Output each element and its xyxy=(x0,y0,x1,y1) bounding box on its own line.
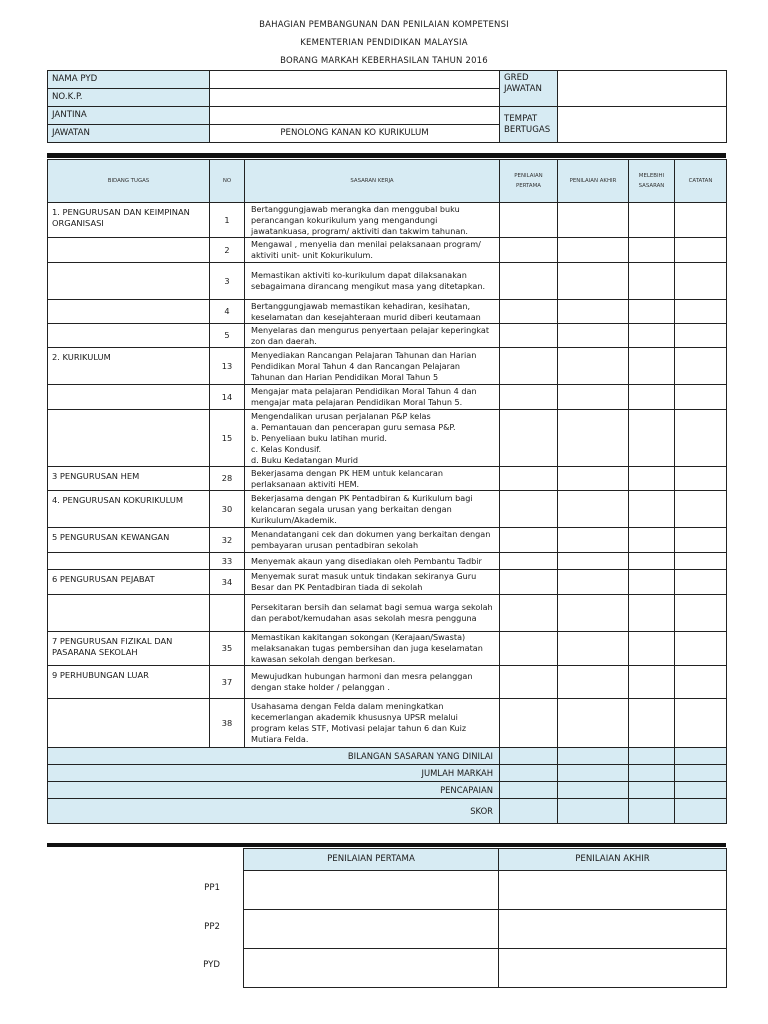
melebihi-sasaran-cell[interactable] xyxy=(629,300,675,324)
sasaran-kerja-text: Memastikan kakitangan sokongan (Kerajaan/Swasta) melaksanakan tugas pembersihan dan juga keselamatan kawasan sekolah dengan berkesan. xyxy=(251,632,483,664)
melebihi-sasaran-cell[interactable] xyxy=(629,263,675,300)
summary-row-bilangan xyxy=(48,748,727,765)
sasaran-kerja-text: d. Buku Kedatangan Murid xyxy=(251,454,358,465)
jantina-label: JANTINA xyxy=(48,107,210,125)
penilaian-akhir-cell[interactable] xyxy=(558,699,629,748)
sasaran-kerja-cell xyxy=(245,666,500,699)
target-number-cell: 30 xyxy=(210,491,245,528)
sasaran-kerja-cell xyxy=(245,491,500,528)
sasaran-kerja-text: a. Pemantauan dan pencerapan guru semasa P&P. xyxy=(251,421,456,432)
catatan-cell[interactable] xyxy=(675,324,727,348)
target-number-cell: 4 xyxy=(210,300,245,324)
catatan-cell[interactable] xyxy=(675,263,727,300)
table-row xyxy=(48,570,727,595)
table-row xyxy=(48,632,727,666)
penilaian-akhir-cell[interactable] xyxy=(558,348,629,385)
penilaian-akhir-cell[interactable] xyxy=(558,666,629,699)
summary-catatan-cell[interactable] xyxy=(675,765,727,782)
table-row xyxy=(48,203,727,238)
summary-penilaian-akhir-cell[interactable] xyxy=(558,799,629,824)
signoff-table xyxy=(243,848,727,988)
nokp-label: NO.K.P. xyxy=(48,89,210,107)
form-title: BORANG MARKAH KEBERHASILAN TAHUN 2016 xyxy=(280,56,488,66)
sasaran-kerja-text: Bekerjasama dengan PK HEM untuk kelancaran perlaksanaan aktiviti HEM. xyxy=(251,467,443,489)
sasaran-kerja-cell xyxy=(245,632,500,666)
pp1-akhir-cell[interactable] xyxy=(499,871,727,910)
sasaran-kerja-text: Usahasama dengan Felda dalam meningkatkan kecemerlangan akademik khususnya UPSR melalui program kelas STF, Motivasi pelajar tahun 6 dan Kuiz Mutiara Felda. xyxy=(251,701,467,744)
bidang-tugas-cell: 7 PENGURUSAN FIZIKAL DAN PASARANA SEKOLAH xyxy=(48,632,210,666)
gred-label: GRED JAWATAN xyxy=(500,71,558,107)
bidang-tugas-cell xyxy=(48,410,210,467)
jawatan-label: JAWATAN xyxy=(48,125,210,143)
table-row xyxy=(48,553,727,570)
catatan-cell[interactable] xyxy=(675,238,727,263)
section-divider xyxy=(47,153,726,158)
sasaran-kerja-cell xyxy=(245,467,500,491)
penilaian-pertama-cell[interactable] xyxy=(500,595,558,632)
sasaran-kerja-cell xyxy=(245,553,500,570)
target-number-cell: 35 xyxy=(210,632,245,666)
target-number-cell: 2 xyxy=(210,238,245,263)
target-number-cell: 14 xyxy=(210,385,245,410)
catatan-cell[interactable] xyxy=(675,595,727,632)
bidang-tugas-cell xyxy=(48,238,210,263)
pyd-label: PYD xyxy=(203,960,220,970)
target-number-cell: 38 xyxy=(210,699,245,748)
sasaran-kerja-cell xyxy=(245,238,500,263)
summary-label-jumlah: JUMLAH MARKAH xyxy=(48,765,500,782)
sasaran-kerja-cell xyxy=(245,699,500,748)
catatan-cell[interactable] xyxy=(675,528,727,553)
bidang-tugas-cell xyxy=(48,263,210,300)
penilaian-pertama-cell[interactable] xyxy=(500,385,558,410)
target-number-cell: 3 xyxy=(210,263,245,300)
bidang-tugas-cell: 2. KURIKULUM xyxy=(48,348,210,385)
catatan-cell[interactable] xyxy=(675,491,727,528)
table-row xyxy=(48,467,727,491)
penilaian-akhir-cell[interactable] xyxy=(558,300,629,324)
table-row xyxy=(48,324,727,348)
penilaian-pertama-cell[interactable] xyxy=(500,632,558,666)
sasaran-kerja-cell xyxy=(245,595,500,632)
table-row xyxy=(48,528,727,553)
penilaian-akhir-cell[interactable] xyxy=(558,528,629,553)
target-table xyxy=(47,159,727,824)
target-number-cell: 1 xyxy=(210,203,245,238)
penilaian-pertama-cell[interactable] xyxy=(500,491,558,528)
penilaian-pertama-cell[interactable] xyxy=(500,348,558,385)
bidang-tugas-cell xyxy=(48,385,210,410)
signoff-col-pertama: PENILAIAN PERTAMA xyxy=(244,849,499,871)
melebihi-sasaran-cell[interactable] xyxy=(629,553,675,570)
table-row xyxy=(48,300,727,324)
jawatan-value: PENOLONG KANAN KO KURIKULUM xyxy=(210,125,500,143)
penilaian-akhir-cell[interactable] xyxy=(558,203,629,238)
sasaran-kerja-text: Menyediakan Rancangan Pelajaran Tahunan dan Harian Pendidikan Moral Tahun 4 dan Rancangan Pelajaran Tahunan dan Harian Pendidikan Moral Tahun 5 xyxy=(251,349,477,382)
melebihi-sasaran-cell[interactable] xyxy=(629,410,675,467)
pp2-label: PP2 xyxy=(204,922,220,932)
penilaian-akhir-cell[interactable] xyxy=(558,570,629,595)
summary-penilaian-pertama-cell[interactable] xyxy=(500,748,558,765)
form-department: BAHAGIAN PEMBANGUNAN DAN PENILAIAN KOMPETENSI xyxy=(259,20,509,30)
summary-row-skor xyxy=(48,799,727,824)
melebihi-sasaran-cell[interactable] xyxy=(629,632,675,666)
penilaian-akhir-cell[interactable] xyxy=(558,467,629,491)
penilaian-akhir-cell[interactable] xyxy=(558,238,629,263)
penilaian-akhir-cell[interactable] xyxy=(558,324,629,348)
summary-row-pencapaian xyxy=(48,782,727,799)
target-number-cell: 28 xyxy=(210,467,245,491)
bidang-tugas-cell xyxy=(48,300,210,324)
summary-catatan-cell[interactable] xyxy=(675,748,727,765)
pp1-pertama-cell[interactable] xyxy=(244,871,499,910)
table-row xyxy=(48,385,727,410)
target-number-cell: 15 xyxy=(210,410,245,467)
table-row xyxy=(48,699,727,748)
col-penilaian-akhir: PENILAIAN AKHIR xyxy=(558,160,629,203)
summary-catatan-cell[interactable] xyxy=(675,799,727,824)
catatan-cell[interactable] xyxy=(675,385,727,410)
penilaian-pertama-cell[interactable] xyxy=(500,528,558,553)
bidang-tugas-cell: 9 PERHUBUNGAN LUAR xyxy=(48,666,210,699)
bidang-tugas-cell: 3 PENGURUSAN HEM xyxy=(48,467,210,491)
summary-penilaian-akhir-cell[interactable] xyxy=(558,748,629,765)
table-row xyxy=(48,491,727,528)
sasaran-kerja-text: Bertanggungjawab merangka dan menggubal buku perancangan kokurikulum yang mengandungi jawatankuasa, program/ aktiviti dan takwim tahunan. xyxy=(251,203,468,236)
melebihi-sasaran-cell[interactable] xyxy=(629,666,675,699)
target-number-cell xyxy=(210,595,245,632)
penilaian-pertama-cell[interactable] xyxy=(500,203,558,238)
table-row xyxy=(48,238,727,263)
pp1-label: PP1 xyxy=(204,883,220,893)
melebihi-sasaran-cell[interactable] xyxy=(629,699,675,748)
sasaran-kerja-cell xyxy=(245,348,500,385)
penilaian-pertama-cell[interactable] xyxy=(500,324,558,348)
melebihi-sasaran-cell[interactable] xyxy=(629,385,675,410)
catatan-cell[interactable] xyxy=(675,203,727,238)
sasaran-kerja-cell xyxy=(245,570,500,595)
melebihi-sasaran-cell[interactable] xyxy=(629,595,675,632)
pp2-pertama-cell[interactable] xyxy=(244,910,499,949)
summary-label-pencapaian: PENCAPAIAN xyxy=(48,782,500,799)
target-number-cell: 33 xyxy=(210,553,245,570)
nokp-field[interactable] xyxy=(210,89,500,107)
sasaran-kerja-cell xyxy=(245,528,500,553)
penilaian-pertama-cell[interactable] xyxy=(500,570,558,595)
sasaran-kerja-cell xyxy=(245,300,500,324)
bidang-tugas-cell xyxy=(48,699,210,748)
summary-penilaian-akhir-cell[interactable] xyxy=(558,765,629,782)
melebihi-sasaran-cell[interactable] xyxy=(629,203,675,238)
summary-melebihi-sasaran-cell[interactable] xyxy=(629,782,675,799)
col-catatan: CATATAN xyxy=(675,160,727,203)
summary-penilaian-pertama-cell[interactable] xyxy=(500,765,558,782)
catatan-cell[interactable] xyxy=(675,410,727,467)
summary-penilaian-akhir-cell[interactable] xyxy=(558,782,629,799)
pp2-akhir-cell[interactable] xyxy=(499,910,727,949)
sasaran-kerja-text: Menyelaras dan mengurus penyertaan pelajar keperingkat zon dan daerah. xyxy=(251,324,490,346)
target-number-cell: 37 xyxy=(210,666,245,699)
melebihi-sasaran-cell[interactable] xyxy=(629,238,675,263)
target-number-cell: 5 xyxy=(210,324,245,348)
table-row xyxy=(48,595,727,632)
bidang-tugas-cell xyxy=(48,595,210,632)
penilaian-pertama-cell[interactable] xyxy=(500,467,558,491)
sasaran-kerja-text: Menyemak surat masuk untuk tindakan sekiranya Guru Besar dan PK Pentadbiran tiada di sekolah xyxy=(251,571,477,592)
summary-row-jumlah xyxy=(48,765,727,782)
section-divider xyxy=(47,843,726,847)
summary-melebihi-sasaran-cell[interactable] xyxy=(629,748,675,765)
sasaran-kerja-cell xyxy=(245,410,500,467)
pyd-info-table xyxy=(47,70,727,143)
penilaian-pertama-cell[interactable] xyxy=(500,410,558,467)
signoff-col-akhir: PENILAIAN AKHIR xyxy=(499,849,727,871)
melebihi-sasaran-cell[interactable] xyxy=(629,467,675,491)
bidang-tugas-cell: 6 PENGURUSAN PEJABAT xyxy=(48,570,210,595)
sasaran-kerja-text: Menyemak akaun yang disediakan oleh Pembantu Tadbir xyxy=(251,555,482,566)
sasaran-kerja-text: Mengendalikan urusan perjalanan P&P kelas xyxy=(251,410,431,421)
catatan-cell[interactable] xyxy=(675,553,727,570)
melebihi-sasaran-cell[interactable] xyxy=(629,491,675,528)
melebihi-sasaran-cell[interactable] xyxy=(629,324,675,348)
target-number-cell: 32 xyxy=(210,528,245,553)
table-row xyxy=(48,410,727,467)
sasaran-kerja-cell xyxy=(245,263,500,300)
summary-catatan-cell[interactable] xyxy=(675,782,727,799)
form-ministry: KEMENTERIAN PENDIDIKAN MALAYSIA xyxy=(300,38,468,48)
melebihi-sasaran-cell[interactable] xyxy=(629,570,675,595)
table-header xyxy=(48,160,727,203)
nama-field[interactable] xyxy=(210,71,500,89)
target-number-cell: 34 xyxy=(210,570,245,595)
table-row xyxy=(48,666,727,699)
penilaian-pertama-cell[interactable] xyxy=(500,238,558,263)
catatan-cell[interactable] xyxy=(675,467,727,491)
col-penilaian-pertama: PENILAIAN PERTAMA xyxy=(500,160,558,203)
col-no: NO xyxy=(210,160,245,203)
bidang-tugas-cell xyxy=(48,324,210,348)
penilaian-pertama-cell[interactable] xyxy=(500,666,558,699)
tempat-field[interactable] xyxy=(558,107,727,143)
bidang-tugas-cell xyxy=(48,553,210,570)
jantina-field[interactable] xyxy=(210,107,500,125)
col-bidang: BIDANG TUGAS xyxy=(48,160,210,203)
summary-label-skor: SKOR xyxy=(48,799,500,824)
sasaran-kerja-text: Mewujudkan hubungan harmoni dan mesra pelanggan dengan stake holder / pelanggan . xyxy=(251,671,473,692)
summary-penilaian-pertama-cell[interactable] xyxy=(500,782,558,799)
sasaran-kerja-text: Mengawal , menyelia dan menilai pelaksanaan program/ aktiviti unit- unit Kokurikulum. xyxy=(251,239,481,260)
target-number-cell: 13 xyxy=(210,348,245,385)
tempat-label: TEMPAT BERTUGAS xyxy=(500,107,558,143)
penilaian-akhir-cell[interactable] xyxy=(558,632,629,666)
summary-melebihi-sasaran-cell[interactable] xyxy=(629,765,675,782)
melebihi-sasaran-cell[interactable] xyxy=(629,528,675,553)
catatan-cell[interactable] xyxy=(675,570,727,595)
sasaran-kerja-cell xyxy=(245,203,500,238)
sasaran-kerja-text: Memastikan aktiviti ko-kurikulum dapat dilaksanakan sebagaimana dirancang mengikut masa yang ditetapkan. xyxy=(251,270,486,291)
penilaian-pertama-cell[interactable] xyxy=(500,699,558,748)
catatan-cell[interactable] xyxy=(675,666,727,699)
sasaran-kerja-cell xyxy=(245,385,500,410)
catatan-cell[interactable] xyxy=(675,699,727,748)
penilaian-akhir-cell[interactable] xyxy=(558,385,629,410)
catatan-cell[interactable] xyxy=(675,632,727,666)
sasaran-kerja-text: Persekitaran bersih dan selamat bagi semua warga sekolah dan perabot/kemudahan asas sekolah mesra pengguna xyxy=(251,602,493,623)
penilaian-pertama-cell[interactable] xyxy=(500,263,558,300)
sasaran-kerja-text: Mengajar mata pelajaran Pendidikan Moral Tahun 4 dan mengajar mata pelajaran Pendidikan Moral Tahun 5. xyxy=(251,386,477,407)
summary-penilaian-pertama-cell[interactable] xyxy=(500,799,558,824)
sasaran-kerja-text: Menandatangani cek dan dokumen yang berkaitan dengan pembayaran urusan pentadbiran sekolah xyxy=(251,529,491,550)
catatan-cell[interactable] xyxy=(675,348,727,385)
penilaian-akhir-cell[interactable] xyxy=(558,410,629,467)
sasaran-kerja-text: b. Penyeliaan buku latihan murid. xyxy=(251,432,388,443)
pyd-akhir-cell[interactable] xyxy=(499,949,727,988)
sasaran-kerja-cell xyxy=(245,324,500,348)
table-row xyxy=(48,263,727,300)
col-melebihi-sasaran: MELEBIHI SASARAN xyxy=(629,160,675,203)
pyd-pertama-cell[interactable] xyxy=(244,949,499,988)
bidang-tugas-cell: 4. PENGURUSAN KOKURIKULUM xyxy=(48,491,210,528)
sasaran-kerja-text: Bertanggungjawab memastikan kehadiran, kesihatan, keselamatan dan kesejahteraan murid diberi keutamaan xyxy=(251,300,481,322)
summary-label-bilangan: BILANGAN SASARAN YANG DINILAI xyxy=(48,748,500,765)
nama-label: NAMA PYD xyxy=(48,71,210,89)
penilaian-akhir-cell[interactable] xyxy=(558,491,629,528)
bidang-tugas-cell: 5 PENGURUSAN KEWANGAN xyxy=(48,528,210,553)
melebihi-sasaran-cell[interactable] xyxy=(629,348,675,385)
penilaian-pertama-cell[interactable] xyxy=(500,300,558,324)
sasaran-kerja-text: Bekerjasama dengan PK Pentadbiran & Kurikulum bagi kelancaran segala urusan yang berkaitan dengan Kurikulum/Akademik. xyxy=(251,492,473,525)
table-row xyxy=(48,348,727,385)
bidang-tugas-cell: 1. PENGURUSAN DAN KEIMPINAN ORGANISASI xyxy=(48,203,210,238)
summary-melebihi-sasaran-cell[interactable] xyxy=(629,799,675,824)
penilaian-akhir-cell[interactable] xyxy=(558,595,629,632)
gred-field[interactable] xyxy=(558,71,727,107)
penilaian-akhir-cell[interactable] xyxy=(558,263,629,300)
sasaran-kerja-text: c. Kelas Kondusif. xyxy=(251,443,322,454)
col-sasaran: SASARAN KERJA xyxy=(245,160,500,203)
catatan-cell[interactable] xyxy=(675,300,727,324)
penilaian-akhir-cell[interactable] xyxy=(558,553,629,570)
penilaian-pertama-cell[interactable] xyxy=(500,553,558,570)
